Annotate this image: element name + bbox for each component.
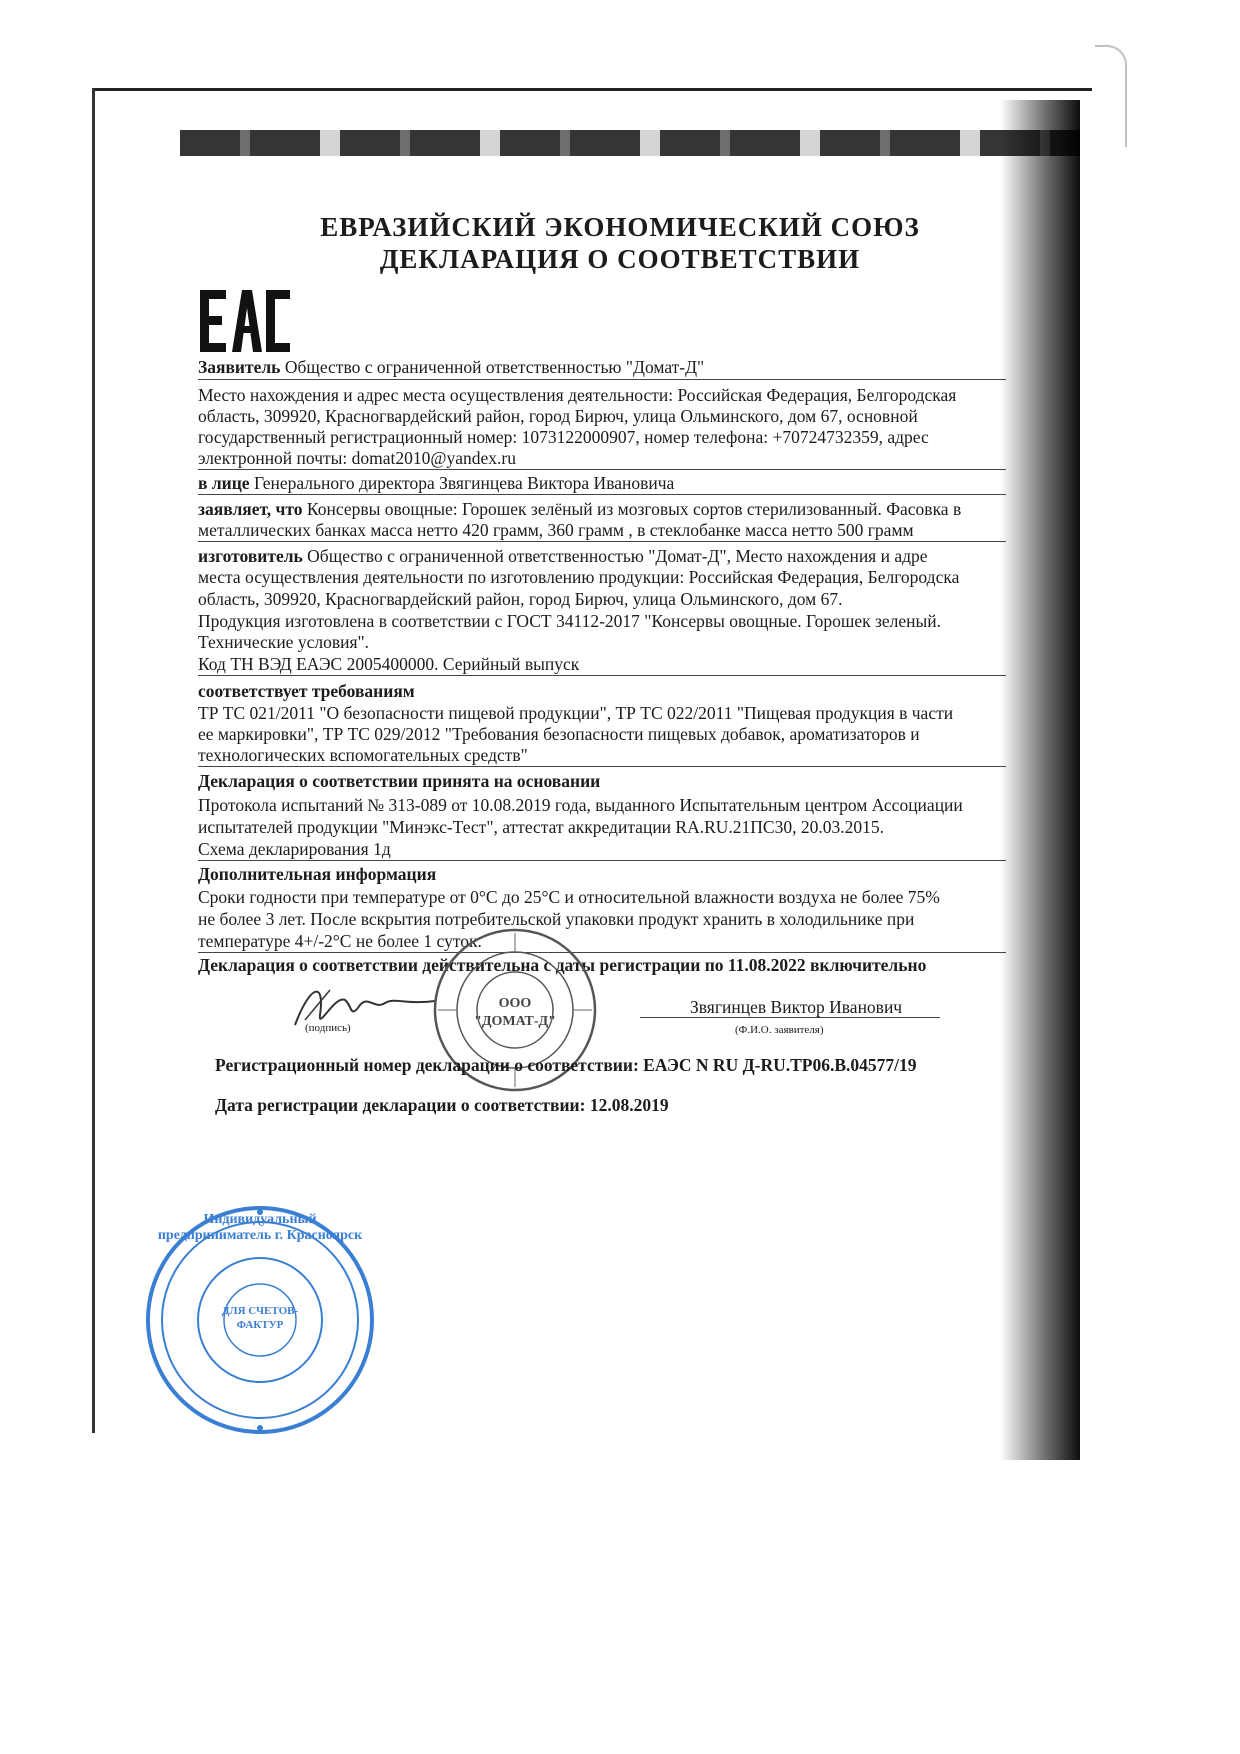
representative-name: Генерального директора Звягинцева Виктора Ивановича (253, 473, 675, 493)
signer-name: Звягинцев Виктор Иванович (690, 997, 903, 1017)
additional-text: Сроки годности при температуре от 0°С до 25°С и относительной влажности воздуха не более 75% (198, 887, 940, 907)
additional-label: Дополнительная информация (198, 864, 437, 884)
additional-text: температуре 4+/-2°С не более 1 суток. (198, 931, 482, 951)
applicant-line (198, 357, 704, 377)
eac-logo (200, 290, 290, 352)
signature-caption: (подпись) (305, 1022, 351, 1034)
declares-line (198, 499, 961, 519)
applicant-name: Общество с ограниченной ответственностью "Домат-Д" (284, 357, 705, 377)
separator (198, 860, 1006, 861)
manufacturer-text: область, 309920, Красногвардейский район, город Бирюч, улица Ольминского, дом 67. (198, 589, 843, 609)
basis-text: испытателей продукции "Минэкс-Тест", аттестат аккредитации RA.RU.21ПС30, 20.03.2015. (198, 817, 884, 837)
standard-text: Продукция изготовлена в соответствии с ГОСТ 34112-2017 "Консервы овощные. Горошек зеленый. (198, 611, 942, 631)
representative-label: в лице (198, 473, 250, 493)
declares-label: заявляет, что (198, 499, 303, 519)
applicant-label: Заявитель (198, 357, 281, 377)
product-code: Код ТН ВЭД ЕАЭС 2005400000. Серийный выпуск (198, 654, 580, 674)
basis-label: Декларация о соответствии принята на основании (198, 771, 601, 791)
declaration-title: ДЕКЛАРАЦИЯ О СООТВЕТСТВИИ (379, 244, 861, 274)
blue-seal-ring-text: Индивидуальный предприниматель г. Красноярск (157, 1212, 363, 1243)
requirements-text: ее маркировки", ТР ТС 029/2012 "Требования безопасности пищевых добавок, ароматизаторов и (198, 724, 920, 744)
address-line: Место нахождения и адрес места осуществления деятельности: Российская Федерация, Белгородская (198, 385, 957, 405)
manufacturer-label: изготовитель (198, 546, 303, 566)
company-seal-text: ООО "ДОМАТ-Д" (474, 996, 556, 1029)
manufacturer-text: Общество с ограниченной ответственностью "Домат-Д", Место нахождения и адре (307, 546, 928, 566)
union-title: ЕВРАЗИЙСКИЙ ЭКОНОМИЧЕСКИЙ СОЮЗ (320, 212, 920, 242)
registration-number: Регистрационный номер декларации о соответствии: ЕАЭС N RU Д-RU.ТР06.В.04577/19 (215, 1055, 917, 1075)
separator (198, 494, 1006, 495)
representative-line (198, 473, 674, 493)
address-line: область, 309920, Красногвардейский район, город Бирюч, улица Ольминского, дом 67, основной (198, 406, 918, 426)
additional-text: не более 3 лет. После вскрытия потребительской упаковки продукт хранить в холодильнике при (198, 909, 915, 929)
standard-text: Технические условия". (198, 632, 370, 652)
separator (198, 379, 1006, 380)
separator (198, 469, 1006, 470)
frame-left-border (92, 88, 95, 1433)
basis-text: Протокола испытаний № 313-089 от 10.08.2019 года, выданного Испытательным центром Ассоциации (198, 795, 963, 815)
separator (640, 1017, 940, 1018)
product-description: Консервы овощные: Горошек зелёный из мозговых сортов стерилизованный. Фасовка в (306, 499, 962, 519)
product-description: металлических банках масса нетто 420 грамм, 360 грамм , в стеклобанке масса нетто 500 грамм (198, 520, 914, 540)
blue-seal-center-text: ДЛЯ СЧЕТОВ-ФАКТУР (221, 1305, 299, 1331)
manufacturer-line (198, 546, 928, 566)
requirements-text: технологических вспомогательных средств" (198, 745, 528, 765)
address-line: электронной почты: domat2010@yandex.ru (198, 448, 516, 468)
manufacturer-text: места осуществления деятельности по изготовлению продукции: Российская Федерация, Белгородска (198, 567, 960, 587)
separator (198, 675, 1006, 676)
scan-shadow-right (1000, 100, 1080, 1460)
separator (198, 766, 1006, 767)
blue-seal (140, 1200, 380, 1440)
registration-date: Дата регистрации декларации о соответствии: 12.08.2019 (215, 1095, 669, 1115)
basis-text: Схема декларирования 1д (198, 839, 391, 859)
scan-shadow-top (180, 130, 1080, 156)
frame-top-border (92, 88, 1092, 91)
pen-mark (1095, 45, 1127, 147)
separator (198, 541, 1006, 542)
requirements-label: соответствует требованиям (198, 681, 415, 701)
address-line: государственный регистрационный номер: 1073122000907, номер телефона: +70724732359, адрес (198, 427, 929, 447)
separator (198, 952, 1006, 953)
signer-name-caption: (Ф.И.О. заявителя) (735, 1024, 824, 1036)
requirements-text: ТР ТС 021/2011 "О безопасности пищевой продукции", ТР ТС 022/2011 "Пищевая продукция в части (198, 703, 954, 723)
validity-text: Декларация о соответствии действительна с даты регистрации по 11.08.2022 включительно (198, 955, 927, 975)
